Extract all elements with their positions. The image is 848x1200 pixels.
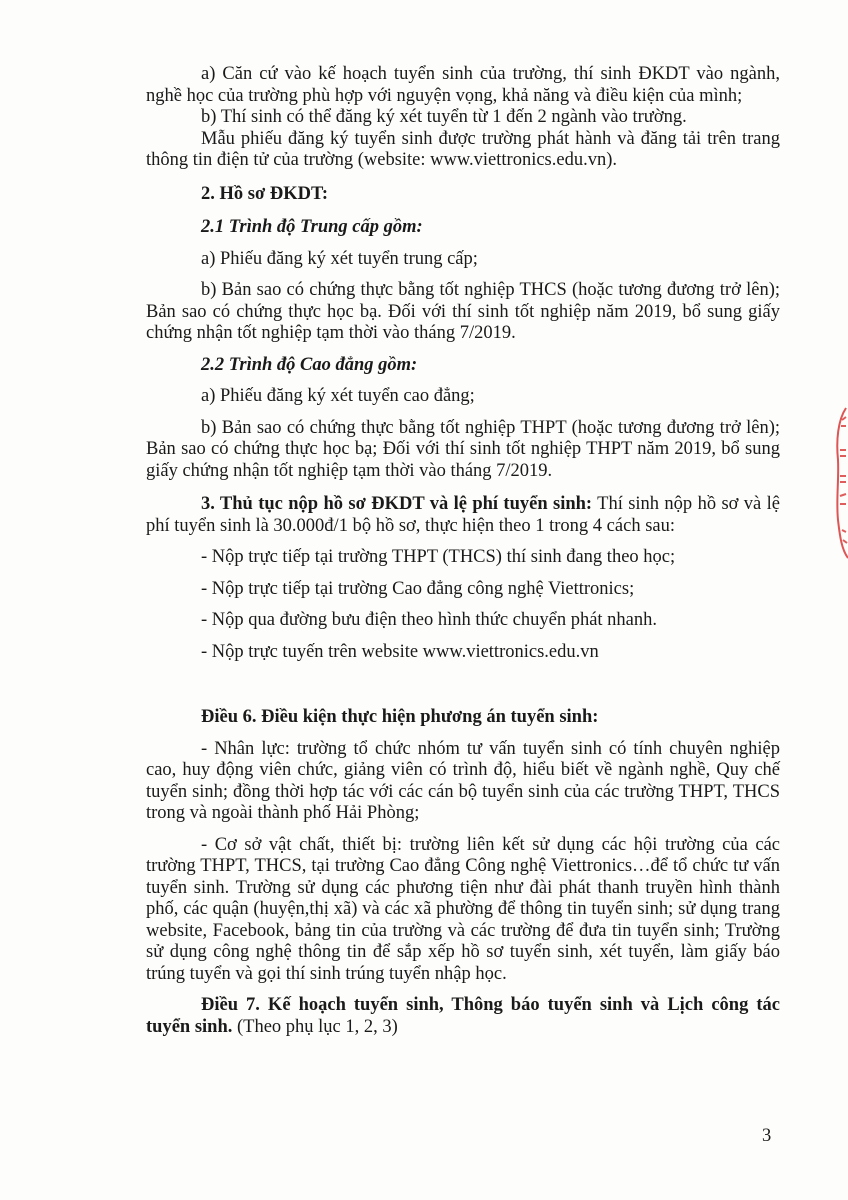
subsection-heading: 2.1 Trình độ Trung cấp gồm:	[201, 217, 423, 237]
paragraph-text: (Theo phụ lục 1, 2, 3)	[232, 1016, 398, 1037]
article-heading: Điều 6. Điều kiện thực hiện phương án tuyển sinh:	[201, 707, 599, 727]
paragraph	[146, 995, 780, 1038]
paragraph: - Nhân lực: trường tổ chức nhóm tư vấn tuyển sinh có tính chuyên nghiệp cao, huy động viên chức, giảng viên có trình độ, hiểu biết về ngành nghề, Quy chế tuyển sinh; đồng thời hợp tác với các cán bộ tuyển sinh của các trường THPT, THCS trong và ngoài thành phố Hải Phòng;	[146, 738, 780, 823]
red-stamp-edge	[826, 400, 848, 560]
list-item: - Nộp qua đường bưu điện theo hình thức chuyển phát nhanh.	[201, 610, 658, 630]
list-item: - Nộp trực tiếp tại trường THPT (THCS) thí sinh đang theo học;	[201, 547, 676, 567]
paragraph-text: Thí sinh nộp hồ sơ và lệ phí tuyển sinh là 30.000đ/1 bộ hồ sơ, thực hiện theo 1 trong 4 cách sau:	[146, 494, 781, 536]
paragraph: b) Bản sao có chứng thực bằng tốt nghiệp THPT (hoặc tương đương trở lên); Bản sao có chứng thực học bạ; Đối với thí sinh tốt nghiệp THPT năm 2019, bổ sung giấy chứng nhận tốt nghiệp tạm thời vào tháng 7/2019.	[146, 417, 780, 481]
document-body	[146, 64, 780, 1038]
paragraph: b) Thí sinh có thể đăng ký xét tuyển từ 1 đến 2 ngành vào trường.	[201, 107, 687, 127]
paragraph: Mẫu phiếu đăng ký tuyển sinh được trường phát hành và đăng tải trên trang thông tin điện tử của trường (website: www.viettronics.edu.vn).	[146, 128, 780, 170]
section-heading: 3. Thủ tục nộp hồ sơ ĐKDT và lệ phí tuyển sinh:	[201, 494, 593, 514]
paragraph: b) Bản sao có chứng thực bằng tốt nghiệp THCS (hoặc tương đương trở lên); Bản sao có chứng thực học bạ. Đối với thí sinh tốt nghiệp năm 2019, bổ sung giấy chứng nhận tốt nghiệp tạm thời vào tháng 7/2019.	[146, 280, 780, 343]
article-heading: Điều 7. Kế hoạch tuyển sinh, Thông báo tuyển sinh và Lịch công tác tuyển sinh.	[146, 995, 780, 1037]
list-item: - Nộp trực tiếp tại trường Cao đẳng công nghệ Viettronics;	[201, 578, 635, 599]
page-number: 3	[762, 1126, 772, 1146]
subsection-heading: 2.2 Trình độ Cao đẳng gồm:	[201, 354, 418, 375]
paragraph: a) Phiếu đăng ký xét tuyển trung cấp;	[201, 248, 478, 269]
paragraph: - Cơ sở vật chất, thiết bị: trường liên kết sử dụng các hội trường của các trường THPT, THCS, tại trường Cao đẳng Công nghệ Viettronics…để tổ chức tư vấn tuyển sinh. Trường sử dụng các phương tiện như đài phát thanh truyền hình thành phố, các quận (huyện,thị xã) và các xã phường để thông tin tuyển sinh; sử dụng trang website, Facebook, bảng tin của trường và các trường để đưa tin tuyển sinh; Trường sử dụng công nghệ thông tin để sắp xếp hồ sơ tuyển sinh, xét tuyển, làm giấy báo trúng tuyển và gọi thí sinh trúng tuyển nhập học.	[146, 834, 780, 984]
list-item: - Nộp trực tuyến trên website www.viettronics.edu.vn	[201, 641, 599, 662]
paragraph: a) Phiếu đăng ký xét tuyển cao đẳng;	[201, 386, 475, 406]
paragraph: a) Căn cứ vào kế hoạch tuyển sinh của trường, thí sinh ĐKDT vào ngành, nghề học của trường phù hợp với nguyện vọng, khả năng và điều kiện của mình;	[146, 64, 780, 106]
section-heading: 2. Hồ sơ ĐKDT:	[201, 183, 329, 204]
stamp-icon	[826, 400, 848, 560]
paragraph	[146, 494, 780, 537]
